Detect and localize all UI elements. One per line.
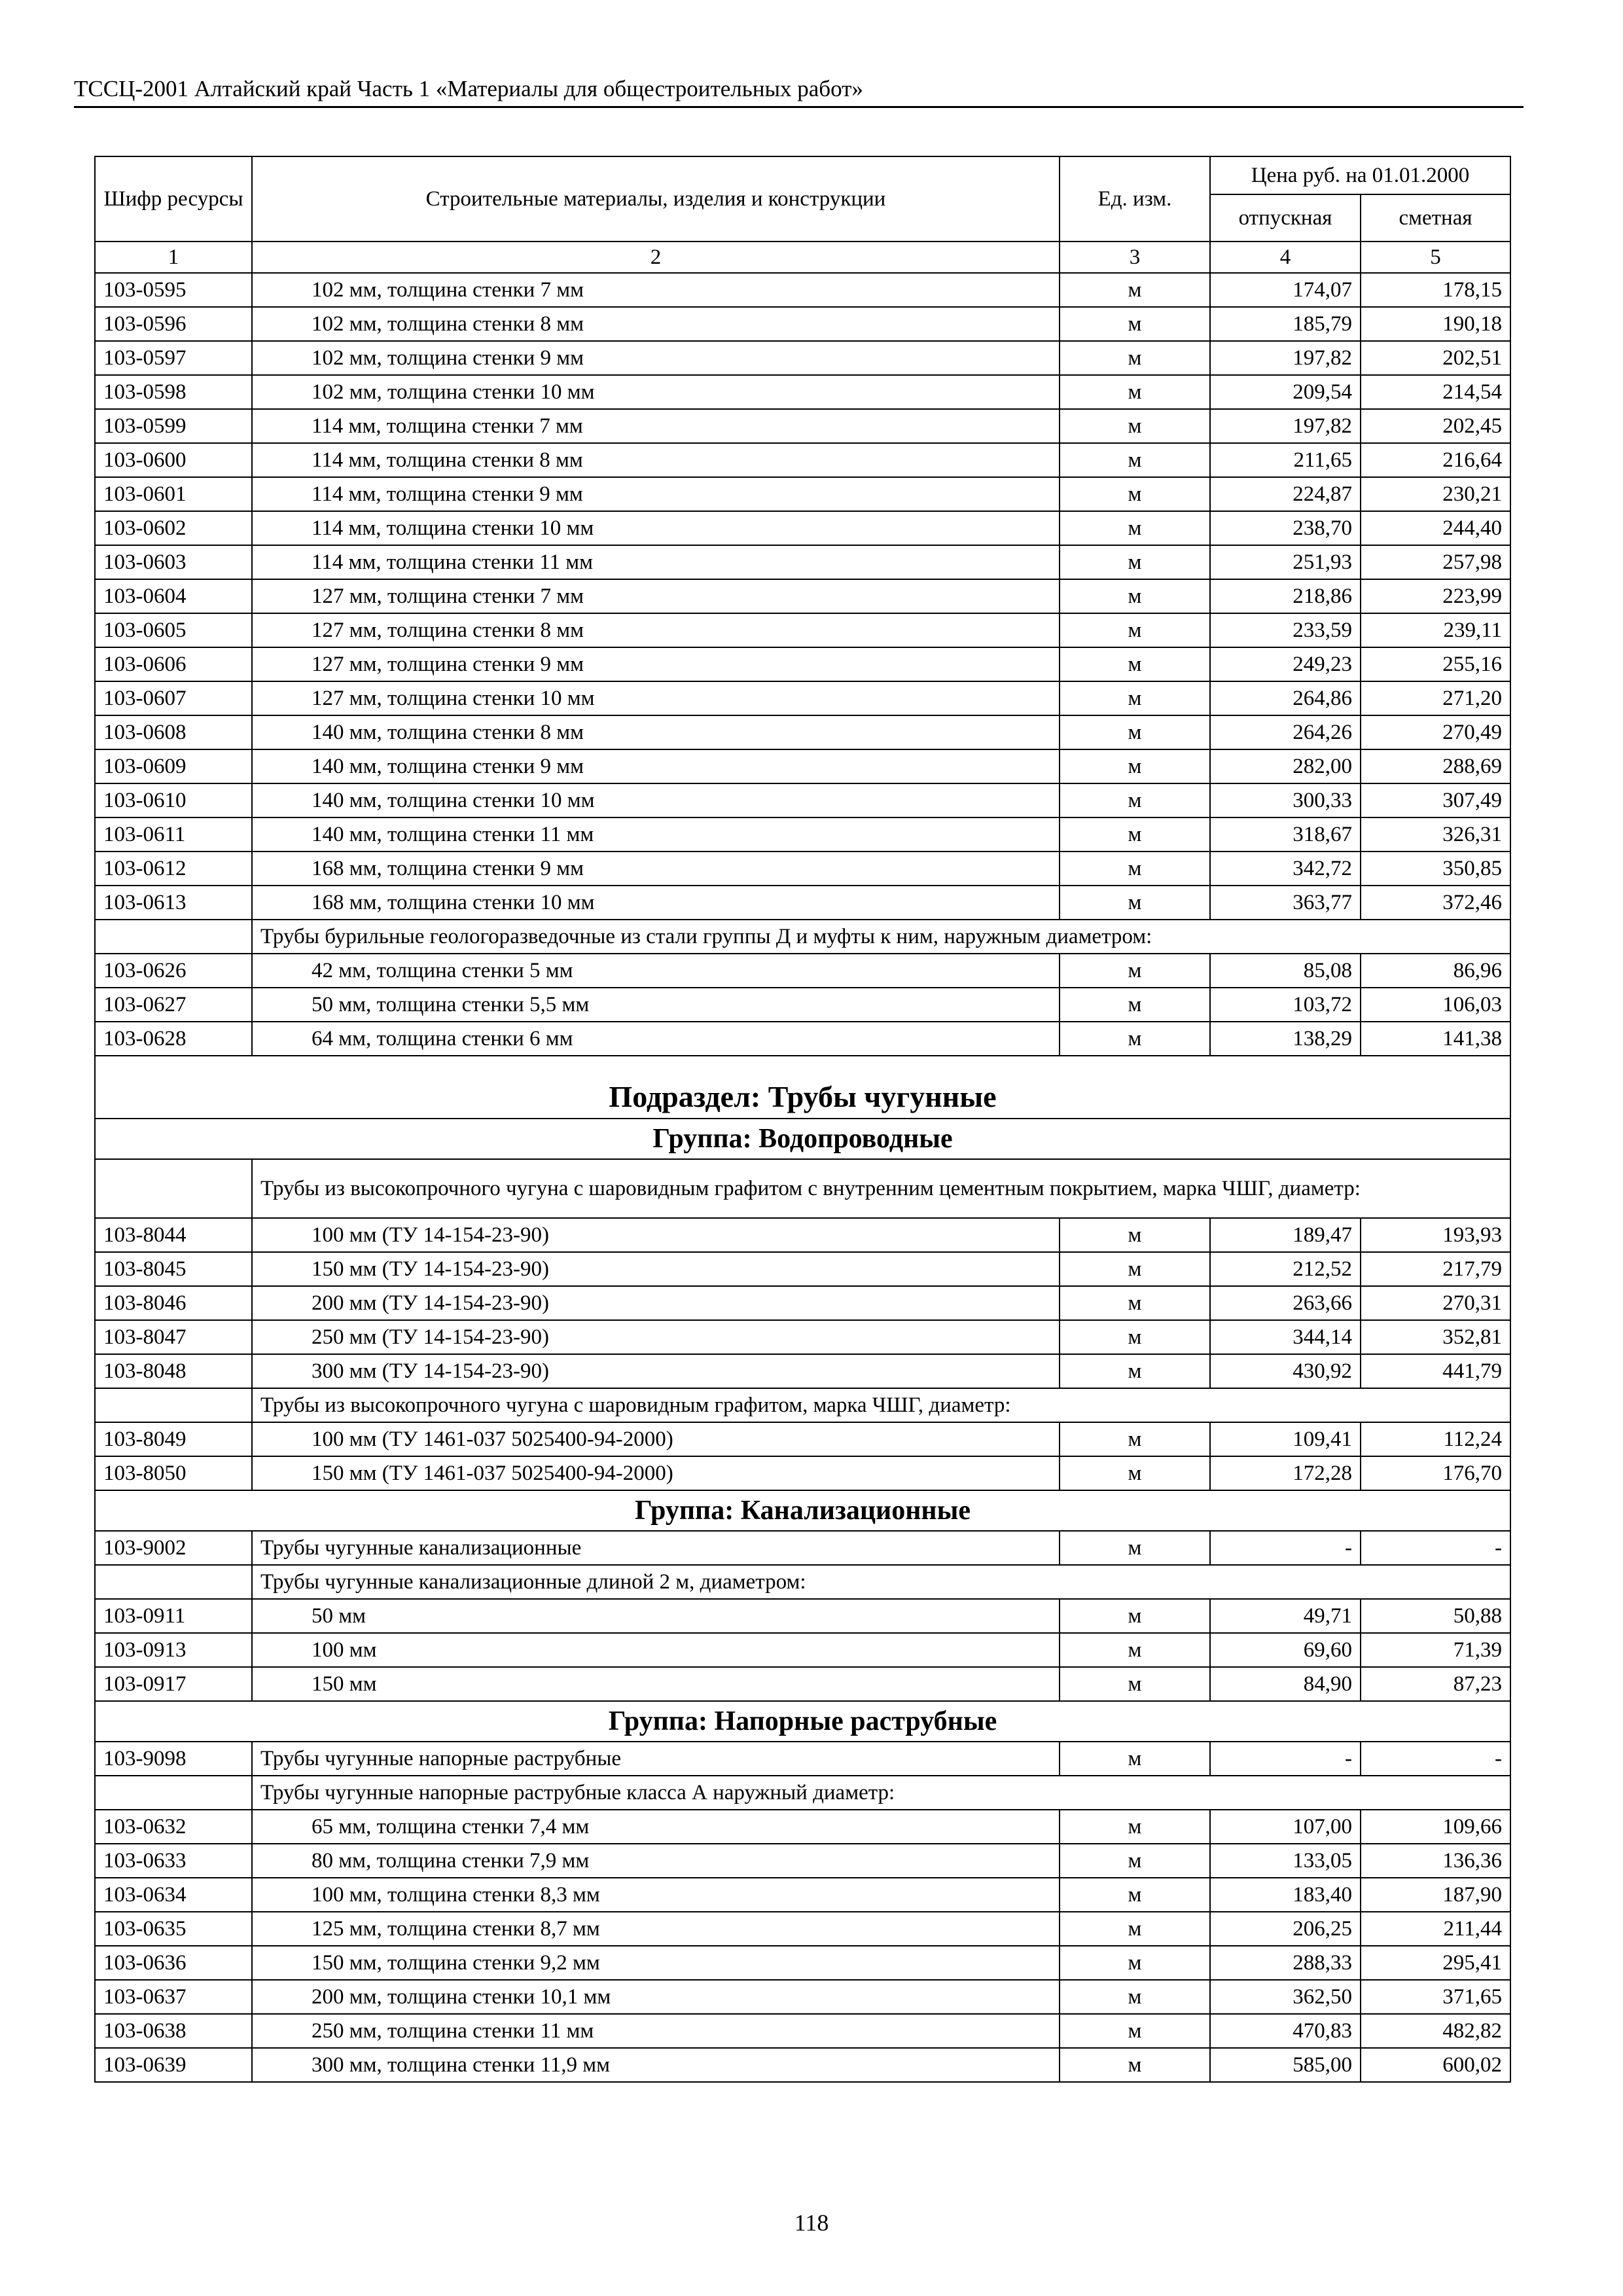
price-estimate: 239,11 — [1361, 613, 1510, 647]
price-estimate: 217,79 — [1361, 1252, 1510, 1286]
price-release: 344,14 — [1210, 1320, 1361, 1354]
table-row — [95, 2014, 1510, 2048]
unit: м — [1060, 1286, 1210, 1320]
price-estimate: 87,23 — [1361, 1667, 1510, 1701]
unit: м — [1060, 511, 1210, 545]
unit: м — [1060, 579, 1210, 613]
price-estimate: 371,65 — [1361, 1980, 1510, 2014]
table-row — [95, 613, 1510, 647]
table-row — [95, 1878, 1510, 1912]
price-release: 238,70 — [1210, 511, 1361, 545]
material-name: 102 мм, толщина стенки 8 мм — [252, 307, 1060, 341]
group-row — [95, 1701, 1510, 1742]
resource-code: 103-0599 — [95, 409, 252, 443]
price-estimate: 109,66 — [1361, 1810, 1510, 1844]
table-row — [95, 1667, 1510, 1701]
table-row — [95, 1633, 1510, 1667]
price-release: 209,54 — [1210, 375, 1361, 409]
table-row — [95, 579, 1510, 613]
resource-code: 103-0606 — [95, 647, 252, 681]
unit: м — [1060, 647, 1210, 681]
price-release: 49,71 — [1210, 1599, 1361, 1633]
table-row — [95, 1912, 1510, 1946]
price-estimate: 187,90 — [1361, 1878, 1510, 1912]
price-estimate: 202,51 — [1361, 341, 1510, 375]
material-name: 127 мм, толщина стенки 10 мм — [252, 681, 1060, 715]
price-estimate: 372,46 — [1361, 886, 1510, 920]
price-estimate: 350,85 — [1361, 852, 1510, 886]
table-row — [95, 409, 1510, 443]
price-release: 197,82 — [1210, 341, 1361, 375]
price-release: 197,82 — [1210, 409, 1361, 443]
subwrap-row — [95, 1159, 1510, 1218]
subheading: Трубы чугунные канализационные длиной 2 м, диаметром: — [252, 1565, 1510, 1599]
price-release: 233,59 — [1210, 613, 1361, 647]
price-estimate: 326,31 — [1361, 817, 1510, 852]
price-release: 249,23 — [1210, 647, 1361, 681]
price-estimate: 257,98 — [1361, 545, 1510, 579]
empty-cell — [95, 920, 252, 954]
resource-code: 103-9002 — [95, 1531, 252, 1565]
resource-code: 103-8050 — [95, 1456, 252, 1490]
price-estimate: 441,79 — [1361, 1354, 1510, 1388]
table-row — [95, 341, 1510, 375]
col-number-4: 4 — [1210, 242, 1361, 273]
resource-code: 103-8049 — [95, 1422, 252, 1456]
table-row — [95, 1218, 1510, 1252]
price-release: 172,28 — [1210, 1456, 1361, 1490]
empty-cell — [95, 1776, 252, 1810]
material-name: 140 мм, толщина стенки 10 мм — [252, 783, 1060, 817]
price-release: 183,40 — [1210, 1878, 1361, 1912]
material-name: 42 мм, толщина стенки 5 мм — [252, 954, 1060, 988]
resource-code: 103-0605 — [95, 613, 252, 647]
price-release: 300,33 — [1210, 783, 1361, 817]
resource-code: 103-0598 — [95, 375, 252, 409]
material-name: 300 мм (ТУ 14-154-23-90) — [252, 1354, 1060, 1388]
col-name-header: Строительные материалы, изделия и конструкции — [252, 156, 1060, 242]
price-release: 189,47 — [1210, 1218, 1361, 1252]
price-estimate: 271,20 — [1361, 681, 1510, 715]
price-release: 362,50 — [1210, 1980, 1361, 2014]
material-name: 250 мм (ТУ 14-154-23-90) — [252, 1320, 1060, 1354]
sub-row — [95, 920, 1510, 954]
price-release: 107,00 — [1210, 1810, 1361, 1844]
price-release: 218,86 — [1210, 579, 1361, 613]
price-release: 288,33 — [1210, 1946, 1361, 1980]
unit: м — [1060, 1422, 1210, 1456]
unit: м — [1060, 1456, 1210, 1490]
table-body — [95, 273, 1510, 2082]
unit: м — [1060, 613, 1210, 647]
unit: м — [1060, 1354, 1210, 1388]
material-name: 102 мм, толщина стенки 7 мм — [252, 273, 1060, 307]
price-estimate: 482,82 — [1361, 2014, 1510, 2048]
unit: м — [1060, 545, 1210, 579]
resource-code: 103-0632 — [95, 1810, 252, 1844]
table-row — [95, 715, 1510, 749]
section-row — [95, 1056, 1510, 1119]
material-name: 100 мм — [252, 1633, 1060, 1667]
unit: м — [1060, 715, 1210, 749]
material-name: 65 мм, толщина стенки 7,4 мм — [252, 1810, 1060, 1844]
resource-code: 103-0613 — [95, 886, 252, 920]
price-estimate: 307,49 — [1361, 783, 1510, 817]
col-unit-header: Ед. изм. — [1060, 156, 1210, 242]
group-title: Группа: Канализационные — [95, 1490, 1510, 1531]
price-estimate: - — [1361, 1742, 1510, 1776]
price-estimate: 106,03 — [1361, 988, 1510, 1022]
material-name: 114 мм, толщина стенки 11 мм — [252, 545, 1060, 579]
resource-code: 103-0627 — [95, 988, 252, 1022]
price-release: 85,08 — [1210, 954, 1361, 988]
table-row — [95, 1844, 1510, 1878]
table-row — [95, 545, 1510, 579]
material-name: 200 мм, толщина стенки 10,1 мм — [252, 1980, 1060, 2014]
material-name: Трубы чугунные канализационные — [252, 1531, 1060, 1565]
subheading: Трубы из высокопрочного чугуна с шаровидным графитом с внутренним цементным покрытием, марка ЧШГ, диаметр: — [252, 1159, 1510, 1218]
table-row — [95, 817, 1510, 852]
price-estimate: 50,88 — [1361, 1599, 1510, 1633]
material-name: 102 мм, толщина стенки 10 мм — [252, 375, 1060, 409]
unit: м — [1060, 2048, 1210, 2082]
unit: м — [1060, 307, 1210, 341]
resource-code: 103-0611 — [95, 817, 252, 852]
unit: м — [1060, 783, 1210, 817]
group-row — [95, 1490, 1510, 1531]
table-row — [95, 1022, 1510, 1056]
unit: м — [1060, 1599, 1210, 1633]
unit: м — [1060, 954, 1210, 988]
table-row — [95, 477, 1510, 511]
resource-code: 103-0597 — [95, 341, 252, 375]
page-header: ТССЦ-2001 Алтайский край Часть 1 «Материалы для общестроительных работ» — [74, 73, 1524, 108]
resource-code: 103-0626 — [95, 954, 252, 988]
table-row — [95, 2048, 1510, 2082]
col-code-header: Шифр ресурсы — [95, 156, 252, 242]
material-name: 140 мм, толщина стенки 11 мм — [252, 817, 1060, 852]
subheading: Трубы чугунные напорные раструбные класса А наружный диаметр: — [252, 1776, 1510, 1810]
table-row — [95, 443, 1510, 477]
table-row — [95, 749, 1510, 783]
unit: м — [1060, 1742, 1210, 1776]
price-estimate: 71,39 — [1361, 1633, 1510, 1667]
price-release: 342,72 — [1210, 852, 1361, 886]
material-name: 168 мм, толщина стенки 10 мм — [252, 886, 1060, 920]
price-estimate: 244,40 — [1361, 511, 1510, 545]
unit: м — [1060, 988, 1210, 1022]
unit: м — [1060, 852, 1210, 886]
table-row — [95, 954, 1510, 988]
price-release: 212,52 — [1210, 1252, 1361, 1286]
price-release: 103,72 — [1210, 988, 1361, 1022]
col-number-2: 2 — [252, 242, 1060, 273]
material-name: 114 мм, толщина стенки 9 мм — [252, 477, 1060, 511]
col-price-header: Цена руб. на 01.01.2000 — [1210, 156, 1510, 194]
unit: м — [1060, 817, 1210, 852]
price-release: 470,83 — [1210, 2014, 1361, 2048]
material-name: 140 мм, толщина стенки 8 мм — [252, 715, 1060, 749]
material-name: 80 мм, толщина стенки 7,9 мм — [252, 1844, 1060, 1878]
table-row — [95, 307, 1510, 341]
empty-cell — [95, 1388, 252, 1422]
table-row — [95, 1980, 1510, 2014]
price-release: 69,60 — [1210, 1633, 1361, 1667]
resource-code: 103-0602 — [95, 511, 252, 545]
empty-cell — [95, 1159, 252, 1218]
group-row — [95, 1119, 1510, 1159]
resource-code: 103-0596 — [95, 307, 252, 341]
unit: м — [1060, 1218, 1210, 1252]
resource-code: 103-0607 — [95, 681, 252, 715]
table-row — [95, 1286, 1510, 1320]
table-header — [95, 156, 1510, 273]
resource-code: 103-0633 — [95, 1844, 252, 1878]
empty-cell — [95, 1565, 252, 1599]
table-row — [95, 783, 1510, 817]
material-name: 114 мм, толщина стенки 10 мм — [252, 511, 1060, 545]
price-release: 174,07 — [1210, 273, 1361, 307]
price-estimate: - — [1361, 1531, 1510, 1565]
price-estimate: 270,49 — [1361, 715, 1510, 749]
col-number-3: 3 — [1060, 242, 1210, 273]
price-release: 211,65 — [1210, 443, 1361, 477]
resource-code: 103-8046 — [95, 1286, 252, 1320]
price-estimate: 600,02 — [1361, 2048, 1510, 2082]
unit: м — [1060, 1531, 1210, 1565]
unit: м — [1060, 1810, 1210, 1844]
resource-code: 103-8045 — [95, 1252, 252, 1286]
table-row — [95, 852, 1510, 886]
material-name: 102 мм, толщина стенки 9 мм — [252, 341, 1060, 375]
material-name: 150 мм, толщина стенки 9,2 мм — [252, 1946, 1060, 1980]
price-release: 133,05 — [1210, 1844, 1361, 1878]
material-name: 168 мм, толщина стенки 9 мм — [252, 852, 1060, 886]
table-row — [95, 1946, 1510, 1980]
material-name: 64 мм, толщина стенки 6 мм — [252, 1022, 1060, 1056]
group-title: Группа: Водопроводные — [95, 1119, 1510, 1159]
resource-code: 103-0609 — [95, 749, 252, 783]
price-release: 185,79 — [1210, 307, 1361, 341]
table-row — [95, 1742, 1510, 1776]
resource-code: 103-9098 — [95, 1742, 252, 1776]
resource-code: 103-0603 — [95, 545, 252, 579]
resource-code: 103-0604 — [95, 579, 252, 613]
price-estimate: 214,54 — [1361, 375, 1510, 409]
col-estimate-header: сметная — [1361, 194, 1510, 242]
resource-code: 103-0638 — [95, 2014, 252, 2048]
table-row — [95, 1531, 1510, 1565]
table-row — [95, 511, 1510, 545]
subheading: Трубы бурильные геологоразведочные из стали группы Д и муфты к ним, наружным диаметром: — [252, 920, 1510, 954]
table-row — [95, 1456, 1510, 1490]
price-release: 138,29 — [1210, 1022, 1361, 1056]
table-row — [95, 647, 1510, 681]
resource-code: 103-0635 — [95, 1912, 252, 1946]
section-title: Подраздел: Трубы чугунные — [95, 1056, 1510, 1119]
subheading: Трубы из высокопрочного чугуна с шаровидным графитом, марка ЧШГ, диаметр: — [252, 1388, 1510, 1422]
material-name: 150 мм — [252, 1667, 1060, 1701]
price-release: 206,25 — [1210, 1912, 1361, 1946]
resource-code: 103-0610 — [95, 783, 252, 817]
table-row — [95, 1599, 1510, 1633]
material-name: 100 мм (ТУ 14-154-23-90) — [252, 1218, 1060, 1252]
resource-code: 103-8047 — [95, 1320, 252, 1354]
unit: м — [1060, 1252, 1210, 1286]
unit: м — [1060, 477, 1210, 511]
unit: м — [1060, 1022, 1210, 1056]
unit: м — [1060, 1946, 1210, 1980]
page-number: 118 — [794, 2210, 829, 2236]
resource-code: 103-0608 — [95, 715, 252, 749]
table-row — [95, 273, 1510, 307]
unit: м — [1060, 341, 1210, 375]
price-estimate: 178,15 — [1361, 273, 1510, 307]
price-estimate: 230,21 — [1361, 477, 1510, 511]
price-estimate: 352,81 — [1361, 1320, 1510, 1354]
col-number-1: 1 — [95, 242, 252, 273]
material-name: 250 мм, толщина стенки 11 мм — [252, 2014, 1060, 2048]
material-name: 50 мм — [252, 1599, 1060, 1633]
table-row — [95, 375, 1510, 409]
resource-code: 103-0636 — [95, 1946, 252, 1980]
price-estimate: 86,96 — [1361, 954, 1510, 988]
price-release: - — [1210, 1742, 1361, 1776]
material-name: 100 мм, толщина стенки 8,3 мм — [252, 1878, 1060, 1912]
material-name: 127 мм, толщина стенки 7 мм — [252, 579, 1060, 613]
resource-code: 103-0639 — [95, 2048, 252, 2082]
col-number-5: 5 — [1361, 242, 1510, 273]
price-release: 585,00 — [1210, 2048, 1361, 2082]
unit: м — [1060, 1320, 1210, 1354]
sub-row — [95, 1565, 1510, 1599]
material-name: 140 мм, толщина стенки 9 мм — [252, 749, 1060, 783]
price-estimate: 288,69 — [1361, 749, 1510, 783]
price-estimate: 295,41 — [1361, 1946, 1510, 1980]
unit: м — [1060, 409, 1210, 443]
material-name: 127 мм, толщина стенки 9 мм — [252, 647, 1060, 681]
col-release-header: отпускная — [1210, 194, 1361, 242]
price-estimate: 216,64 — [1361, 443, 1510, 477]
unit: м — [1060, 443, 1210, 477]
material-name: 300 мм, толщина стенки 11,9 мм — [252, 2048, 1060, 2082]
price-estimate: 136,36 — [1361, 1844, 1510, 1878]
price-estimate: 193,93 — [1361, 1218, 1510, 1252]
resource-code: 103-0917 — [95, 1667, 252, 1701]
material-name: 114 мм, толщина стенки 8 мм — [252, 443, 1060, 477]
resource-code: 103-0628 — [95, 1022, 252, 1056]
sub-row — [95, 1388, 1510, 1422]
resource-code: 103-0595 — [95, 273, 252, 307]
table-row — [95, 886, 1510, 920]
unit: м — [1060, 2014, 1210, 2048]
sub-row — [95, 1776, 1510, 1810]
price-estimate: 141,38 — [1361, 1022, 1510, 1056]
table-row — [95, 988, 1510, 1022]
resource-code: 103-0612 — [95, 852, 252, 886]
price-estimate: 202,45 — [1361, 409, 1510, 443]
table-row — [95, 1422, 1510, 1456]
table-row — [95, 681, 1510, 715]
resource-code: 103-0600 — [95, 443, 252, 477]
material-name: Трубы чугунные напорные раструбные — [252, 1742, 1060, 1776]
material-name: 150 мм (ТУ 1461-037 5025400-94-2000) — [252, 1456, 1060, 1490]
material-name: 200 мм (ТУ 14-154-23-90) — [252, 1286, 1060, 1320]
resource-code: 103-0637 — [95, 1980, 252, 2014]
price-release: 363,77 — [1210, 886, 1361, 920]
price-estimate: 112,24 — [1361, 1422, 1510, 1456]
resource-code: 103-8048 — [95, 1354, 252, 1388]
price-release: - — [1210, 1531, 1361, 1565]
price-estimate: 190,18 — [1361, 307, 1510, 341]
resource-code: 103-0601 — [95, 477, 252, 511]
price-release: 109,41 — [1210, 1422, 1361, 1456]
table-row — [95, 1320, 1510, 1354]
resource-code: 103-0913 — [95, 1633, 252, 1667]
unit: м — [1060, 681, 1210, 715]
unit: м — [1060, 1844, 1210, 1878]
price-estimate: 223,99 — [1361, 579, 1510, 613]
unit: м — [1060, 1878, 1210, 1912]
price-table — [94, 156, 1511, 2083]
resource-code: 103-8044 — [95, 1218, 252, 1252]
price-release: 84,90 — [1210, 1667, 1361, 1701]
table-row — [95, 1252, 1510, 1286]
material-name: 125 мм, толщина стенки 8,7 мм — [252, 1912, 1060, 1946]
unit: м — [1060, 1980, 1210, 2014]
unit: м — [1060, 1912, 1210, 1946]
price-estimate: 176,70 — [1361, 1456, 1510, 1490]
price-release: 251,93 — [1210, 545, 1361, 579]
price-estimate: 211,44 — [1361, 1912, 1510, 1946]
table-row — [95, 1810, 1510, 1844]
material-name: 127 мм, толщина стенки 8 мм — [252, 613, 1060, 647]
price-release: 264,26 — [1210, 715, 1361, 749]
unit: м — [1060, 749, 1210, 783]
unit: м — [1060, 375, 1210, 409]
price-release: 430,92 — [1210, 1354, 1361, 1388]
unit: м — [1060, 886, 1210, 920]
price-release: 224,87 — [1210, 477, 1361, 511]
price-release: 318,67 — [1210, 817, 1361, 852]
resource-code: 103-0634 — [95, 1878, 252, 1912]
unit: м — [1060, 1667, 1210, 1701]
price-estimate: 270,31 — [1361, 1286, 1510, 1320]
price-release: 263,66 — [1210, 1286, 1361, 1320]
price-release: 264,86 — [1210, 681, 1361, 715]
price-estimate: 255,16 — [1361, 647, 1510, 681]
material-name: 150 мм (ТУ 14-154-23-90) — [252, 1252, 1060, 1286]
table-row — [95, 1354, 1510, 1388]
resource-code: 103-0911 — [95, 1599, 252, 1633]
material-name: 114 мм, толщина стенки 7 мм — [252, 409, 1060, 443]
material-name: 100 мм (ТУ 1461-037 5025400-94-2000) — [252, 1422, 1060, 1456]
price-release: 282,00 — [1210, 749, 1361, 783]
unit: м — [1060, 273, 1210, 307]
material-name: 50 мм, толщина стенки 5,5 мм — [252, 988, 1060, 1022]
group-title: Группа: Напорные раструбные — [95, 1701, 1510, 1742]
unit: м — [1060, 1633, 1210, 1667]
